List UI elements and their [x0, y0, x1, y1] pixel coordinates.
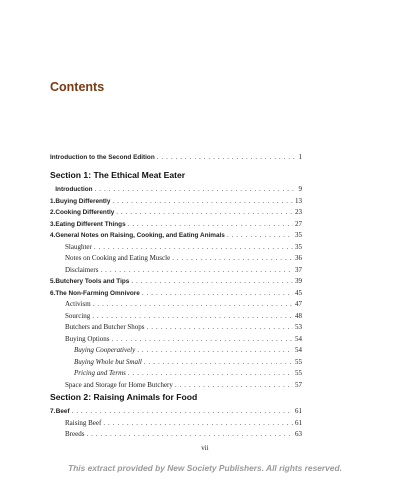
toc-entry-page: 57 — [295, 380, 302, 389]
toc-entry — [50, 429, 302, 441]
toc-entry-text: Breeds — [65, 430, 85, 438]
toc-entry-text: Sourcing — [65, 311, 91, 320]
toc-entry — [50, 265, 302, 277]
toc-entry-text: Raising Beef — [65, 418, 102, 427]
toc-entry-number: 6. — [50, 289, 56, 297]
page-title: Contents — [50, 80, 105, 94]
toc-entry-page: 9 — [298, 185, 302, 193]
toc-entry-text: The Non-Farming Omnivore — [55, 289, 140, 297]
toc-entry — [50, 288, 302, 300]
toc-entry-text: Butchery Tools and Tips — [55, 278, 130, 285]
leader-dots — [100, 265, 293, 277]
toc-entry-text: General Notes on Raising, Cooking, and Eating Animals — [55, 232, 225, 239]
toc-entry-page: 54 — [295, 346, 302, 354]
toc-entry-number: 2. — [50, 209, 56, 216]
toc-entry-page: 63 — [295, 430, 302, 438]
intro-entry — [50, 152, 302, 164]
toc-entry-page: 27 — [295, 219, 302, 228]
toc-entry-text: Eating Different Things — [55, 220, 126, 228]
toc-entry-page: 37 — [295, 265, 302, 274]
toc-entry — [50, 345, 302, 357]
leader-dots — [175, 380, 293, 392]
toc-entry-text: Buying Cooperatively — [74, 346, 136, 354]
toc-entry — [50, 184, 302, 196]
toc-entry-text: Slaughter — [65, 242, 92, 251]
leader-dots — [112, 196, 293, 208]
leader-dots — [95, 184, 297, 196]
leader-dots — [103, 418, 293, 430]
toc-entry-page: 45 — [295, 288, 302, 297]
toc-entry-number: 5. — [50, 278, 56, 285]
toc-entry — [50, 418, 302, 430]
toc-entry-text: Beef — [55, 408, 70, 415]
toc-entry-page: 48 — [295, 311, 302, 320]
toc-entry — [50, 242, 302, 254]
toc-entry — [50, 219, 302, 231]
toc-entry-text: Butchers and Butcher Shops — [65, 323, 145, 331]
toc-entry-page: 61 — [295, 407, 302, 415]
toc-entry-text: Space and Storage for Home Butchery — [65, 380, 173, 389]
toc-entry-text: Disclaimers — [65, 265, 99, 274]
toc-entry-text: Notes on Cooking and Eating Muscle — [65, 254, 171, 262]
toc-entry — [50, 299, 302, 311]
toc-entry — [50, 207, 302, 219]
toc-entry — [50, 230, 302, 242]
toc-entry-page: 47 — [295, 300, 302, 308]
leader-dots — [128, 219, 293, 231]
leader-dots — [94, 242, 293, 254]
toc-entry — [50, 276, 302, 288]
toc-entry-text: Buying Differently — [55, 197, 111, 205]
toc-entry-number: 4. — [50, 232, 56, 239]
toc-entry — [50, 334, 302, 346]
leader-dots — [116, 207, 293, 219]
leader-dots — [157, 152, 297, 164]
toc-entry-page: 54 — [295, 334, 302, 343]
toc-entry — [50, 368, 302, 380]
toc-section-1 — [50, 184, 302, 391]
toc-entry-page: 61 — [295, 418, 302, 427]
leader-dots — [72, 406, 293, 418]
toc-entry-page: 35 — [295, 242, 302, 251]
toc-entry-page: 55 — [295, 369, 302, 377]
section-heading: Section 2: Raising Animals for Food — [50, 392, 198, 402]
section-heading: Section 1: The Ethical Meat Eater — [50, 170, 186, 180]
toc-entry-number: 1. — [50, 197, 56, 205]
toc-entry — [50, 406, 302, 418]
leader-dots — [92, 311, 293, 323]
toc-entry-page: 1 — [298, 153, 302, 161]
leader-dots — [144, 357, 293, 369]
toc-entry-page: 53 — [295, 323, 302, 331]
page-number: vii — [201, 444, 209, 452]
copyright-footer: This extract provided by New Society Publishers. All rights reserved. — [68, 463, 342, 473]
leader-dots — [128, 368, 293, 380]
toc-entry-text: Cooking Differently — [55, 209, 115, 216]
toc-entry — [50, 196, 302, 208]
toc-entry — [50, 253, 302, 265]
toc-entry-text: Activism — [65, 300, 91, 308]
toc-entry-text: Pricing and Terms — [74, 369, 126, 377]
leader-dots — [142, 288, 293, 300]
toc-entry-page: 55 — [295, 357, 302, 366]
leader-dots — [86, 429, 293, 441]
leader-dots — [147, 322, 293, 334]
toc-entry-text: Introduction — [55, 186, 93, 193]
toc-entry-number: 7. — [50, 408, 56, 415]
leader-dots — [112, 334, 293, 346]
toc-entry — [50, 380, 302, 392]
toc-entry-page: 13 — [295, 196, 302, 205]
toc-entry-page: 39 — [295, 277, 302, 285]
leader-dots — [93, 299, 293, 311]
leader-dots — [137, 345, 293, 357]
toc-entry — [50, 322, 302, 334]
leader-dots — [227, 230, 293, 242]
toc-entry-text: Introduction to the Second Edition — [50, 154, 155, 161]
toc-entry-page: 35 — [295, 231, 302, 239]
toc-entry-number: 3. — [50, 220, 56, 228]
toc-entry — [50, 357, 302, 369]
toc-entry-page: 23 — [295, 208, 302, 216]
toc-entry-page: 36 — [295, 254, 302, 262]
toc-entry-text: Buying Whole but Small — [74, 357, 142, 366]
toc-entry-text: Buying Options — [65, 334, 110, 343]
toc-entry — [50, 311, 302, 323]
leader-dots — [172, 253, 293, 265]
toc-section-2 — [50, 406, 302, 441]
leader-dots — [131, 276, 293, 288]
